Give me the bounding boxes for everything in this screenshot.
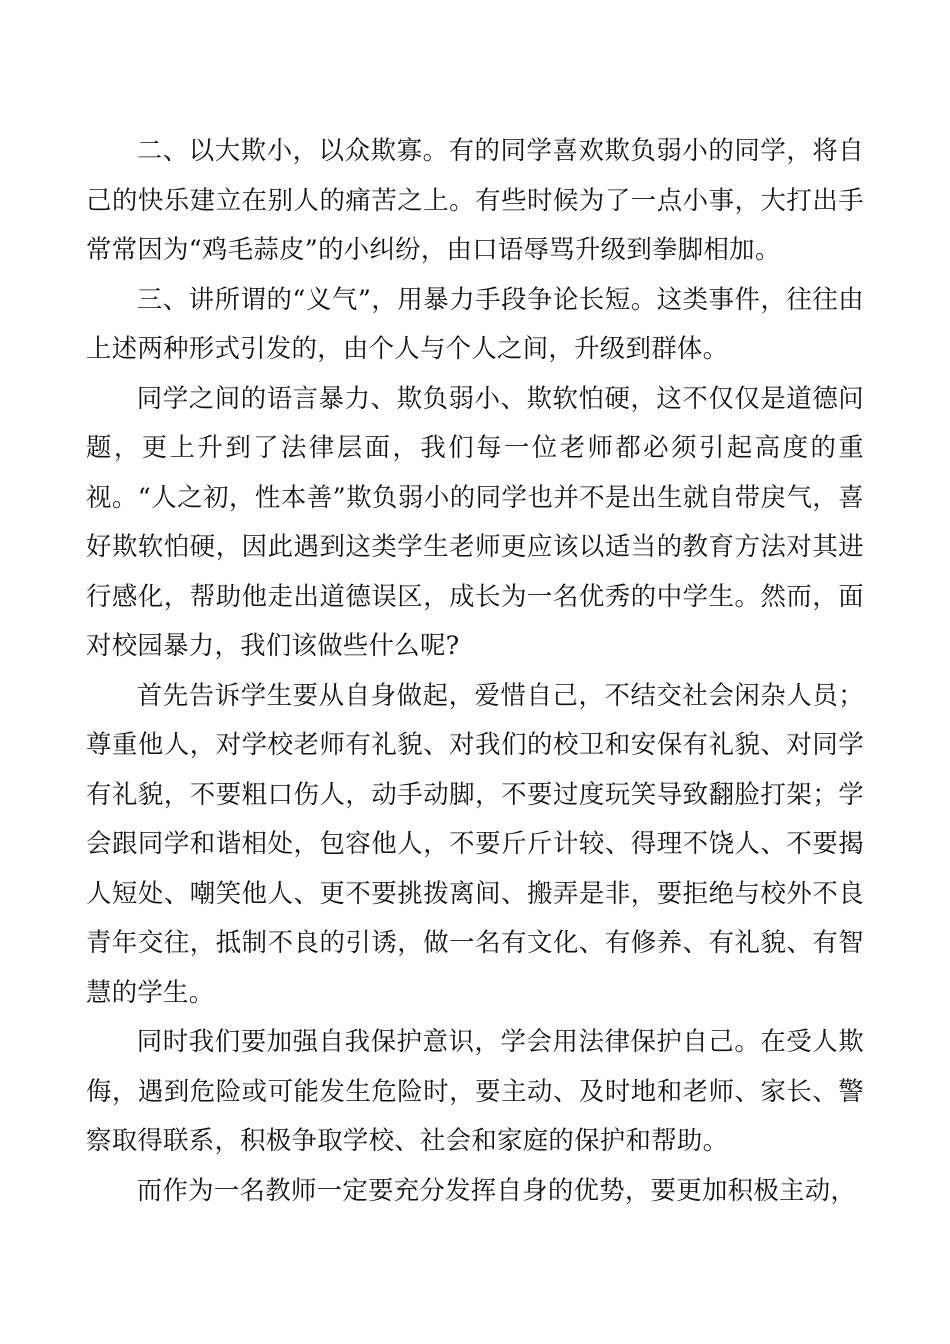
paragraph-start-from-self: 首先告诉学生要从自身做起，爱惜自己，不结交社会闲杂人员；尊重他人，对学校老师有礼貌、对我们的校卫和安保有礼貌、对同学有礼貌，不要粗口伤人，动手动脚，不要过度玩笑导致翻脸打架；学会跟同学和谐相处，包容他人，不要斤斤计较、得理不饶人、不要揭人短处、嘲笑他人、更不要挑拨离间、搬弄是非，要拒绝与校外不良青年交往，抵制不良的引诱，做一名有文化、有修养、有礼貌、有智慧的学生。: [86, 679, 864, 1007]
paragraph-bullying-weak: 二、以大欺小，以众欺寡。有的同学喜欢欺负弱小的同学，将自己的快乐建立在别人的痛苦之上。有些时候为了一点小事，大打出手常常因为“鸡毛蒜皮”的小纠纷，由口语辱骂升级到拳脚相加。: [86, 135, 864, 264]
paragraph-brotherhood-violence: 三、讲所谓的“义气”，用暴力手段争论长短。这类事件，往往由上述两种形式引发的，由个人与个人之间，升级到群体。: [86, 283, 864, 363]
paragraph-self-protection: 同时我们要加强自我保护意识，学会用法律保护自己。在受人欺侮，遇到危险或可能发生危险时，要主动、及时地和老师、家长、警察取得联系，积极争取学校、社会和家庭的保护和帮助。: [86, 1026, 864, 1155]
paragraph-teacher-role: 而作为一名教师一定要充分发挥自身的优势，要更加积极主动，: [136, 1174, 857, 1205]
document-page: [86, 126, 864, 1215]
paragraph-moral-legal-issue: 同学之间的语言暴力、欺负弱小、欺软怕硬，这不仅仅是道德问题，更上升到了法律层面，我们每一位老师都必须引起高度的重视。“人之初，性本善”欺负弱小的同学也并不是出生就自带戾气，喜好欺软怕硬，因此遇到这类学生老师更应该以适当的教育方法对其进行感化，帮助他走出道德误区，成长为一名优秀的中学生。然而，面对校园暴力，我们该做些什么呢?: [86, 382, 864, 660]
